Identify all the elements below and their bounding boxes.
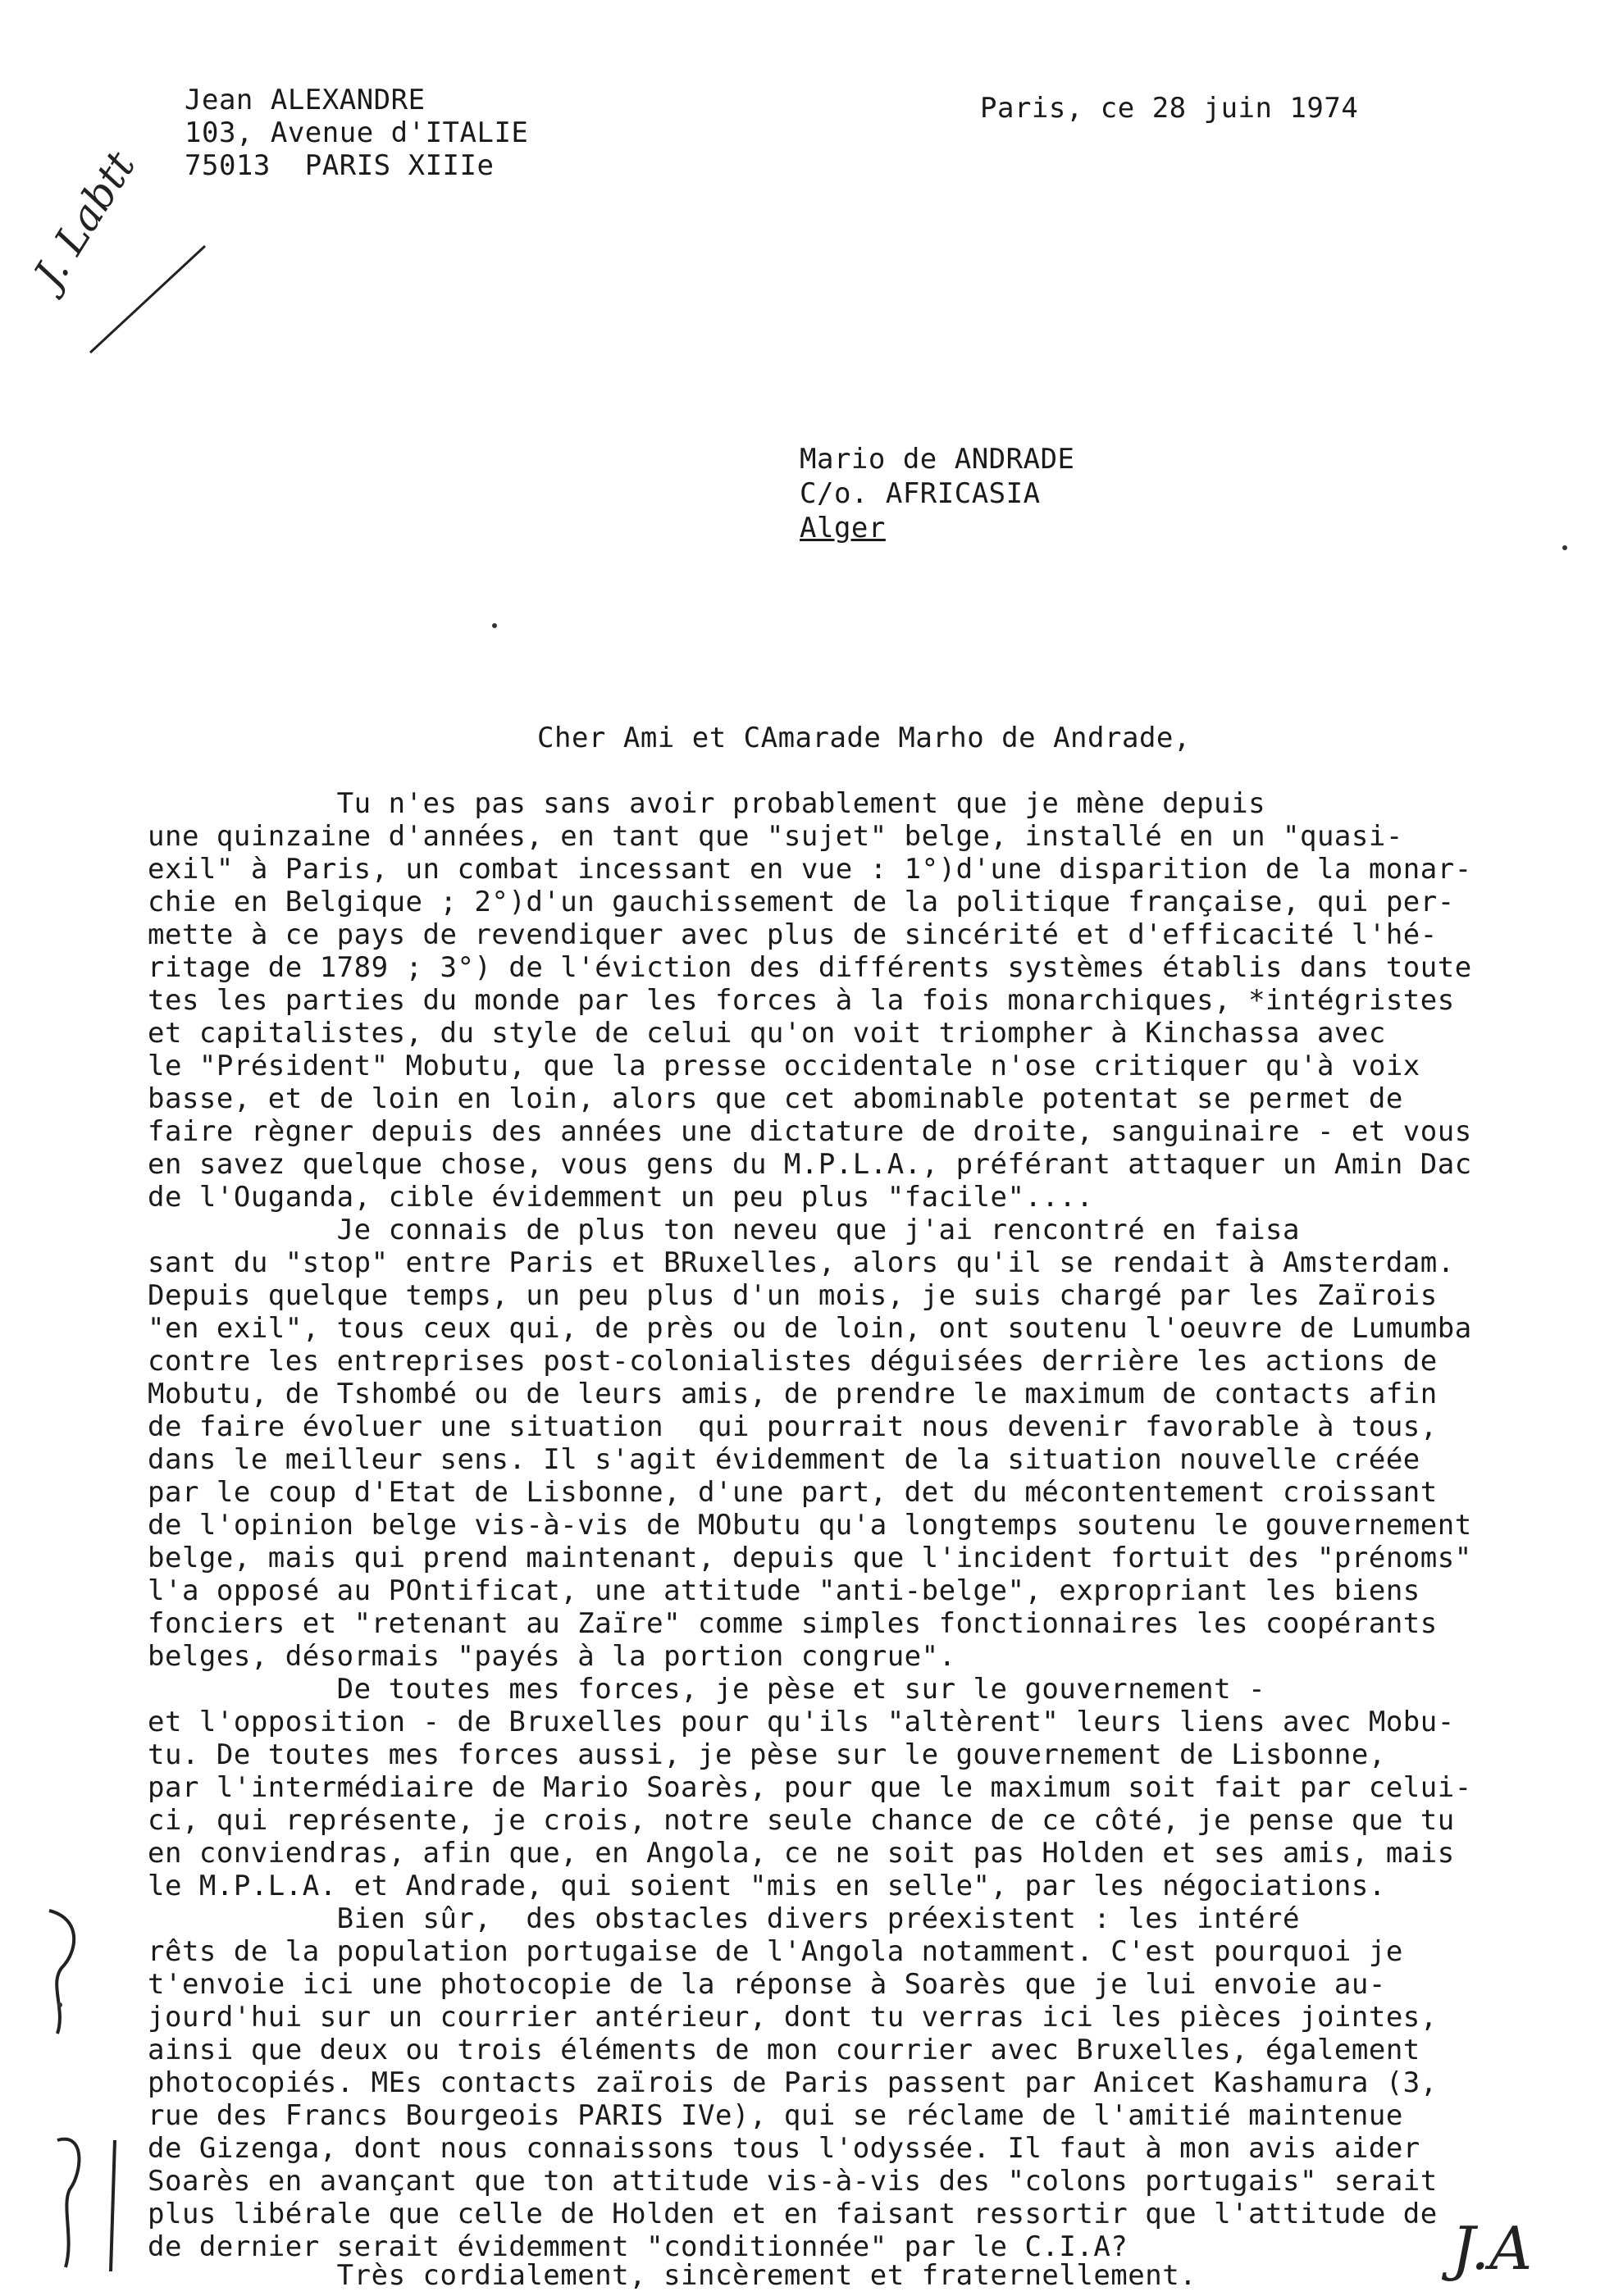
body-line: Soarès en avançant que ton attitude vis-à-vis des "colons portugais" serait <box>148 2165 1438 2198</box>
body-line: ritage de 1789 ; 3°) de l'éviction des différents systèmes établis dans toute <box>148 951 1472 984</box>
margin-bracket-mark <box>45 2124 135 2280</box>
body-line: Je connais de plus ton neveu que j'ai rencontré en faisa <box>148 1214 1300 1246</box>
body-line: et l'opposition - de Bruxelles pour qu'ils "altèrent" leurs liens avec Mobu- <box>148 1706 1455 1738</box>
body-line: par l'intermédiaire de Mario Soarès, pour que le maximum soit fait par celui- <box>148 1771 1472 1804</box>
body-line: de l'opinion belge vis-à-vis de MObutu qu'a longtemps soutenu le gouvernement <box>148 1509 1472 1542</box>
ink-speck <box>1562 545 1567 550</box>
body-line: t'envoie ici une photocopie de la réponse à Soarès que je lui envoie au- <box>148 1968 1386 2001</box>
body-line: ci, qui représente, je crois, notre seule chance de ce côté, je pense que tu <box>148 1804 1455 1837</box>
letter-date: Paris, ce 28 juin 1974 <box>980 92 1359 125</box>
body-line: contre les entreprises post-colonialistes déguisées derrière les actions de <box>148 1345 1438 1378</box>
body-line: mette à ce pays de revendiquer avec plus de sincérité et d'efficacité l'hé- <box>148 918 1438 951</box>
body-line: de faire évoluer une situation qui pourrait nous devenir favorable à tous, <box>148 1410 1438 1443</box>
recipient-name: Mario de ANDRADE <box>800 443 1075 476</box>
body-line: fonciers et "retenant au Zaïre" comme simples fonctionnaires les coopérants <box>148 1607 1438 1640</box>
body-line: faire règner depuis des années une dictature de droite, sanguinaire - et vous <box>148 1115 1472 1148</box>
body-line: rue des Francs Bourgeois PARIS IVe), qui se réclame de l'amitié maintenue <box>148 2099 1403 2132</box>
body-line: plus libérale que celle de Holden et en faisant ressortir que l'attitude de <box>148 2198 1438 2230</box>
recipient-city: Alger <box>800 512 886 544</box>
body-line: le M.P.L.A. et Andrade, qui soient "mis en selle", par les négociations. <box>148 1870 1386 1902</box>
salutation: Cher Ami et CAmarade Marho de Andrade, <box>537 722 1191 754</box>
body-line: belge, mais qui prend maintenant, depuis que l'incident fortuit des "prénoms" <box>148 1542 1472 1574</box>
body-line: de dernier serait évidemment "conditionnée" par le C.I.A? <box>148 2230 1128 2263</box>
margin-bracket-mark <box>33 1902 98 2042</box>
body-line: tu. De toutes mes forces aussi, je pèse sur le gouvernement de Lisbonne, <box>148 1738 1386 1771</box>
body-line: Tu n'es pas sans avoir probablement que je mène depuis <box>148 787 1266 820</box>
body-line: "en exil", tous ceux qui, de près ou de loin, ont soutenu l'oeuvre de Lumumba <box>148 1312 1472 1345</box>
body-line: Bien sûr, des obstacles divers préexistent : les intéré <box>148 1902 1300 1935</box>
sender-name: Jean ALEXANDRE <box>185 84 426 116</box>
body-line: tes les parties du monde par les forces à la fois monarchiques, *intégristes <box>148 984 1455 1017</box>
sender-city: 75013 PARIS XIIIe <box>185 149 495 182</box>
body-line: Mobutu, de Tshombé ou de leurs amis, de prendre le maximum de contacts afin <box>148 1378 1438 1410</box>
body-line: Depuis quelque temps, un peu plus d'un mois, je suis chargé par les Zaïrois <box>148 1279 1438 1312</box>
body-line: l'a opposé au POntificat, une attitude "anti-belge", expropriant les biens <box>148 1574 1420 1607</box>
body-line: le "Président" Mobutu, que la presse occidentale n'ose critiquer qu'à voix <box>148 1050 1420 1082</box>
body-line: jourd'hui sur un courrier antérieur, dont tu verras ici les pièces jointes, <box>148 2001 1438 2034</box>
body-line: de l'Ouganda, cible évidemment un peu plus "facile".... <box>148 1181 1094 1214</box>
body-line: de Gizenga, dont nous connaissons tous l'odyssée. Il faut à mon avis aider <box>148 2132 1420 2165</box>
body-line: sant du "stop" entre Paris et BRuxelles, alors qu'il se rendait à Amsterdam. <box>148 1246 1455 1279</box>
ink-speck <box>492 623 497 628</box>
body-line: belges, désormais "payés à la portion congrue". <box>148 1640 956 1673</box>
body-line: par le coup d'Etat de Lisbonne, d'une part, det du mécontentement croissant <box>148 1476 1438 1509</box>
body-line: une quinzaine d'années, en tant que "sujet" belge, installé en un "quasi- <box>148 820 1403 853</box>
body-line: exil" à Paris, un combat incessant en vue : 1°)d'une disparition de la monar- <box>148 853 1472 886</box>
margin-slash-mark <box>82 238 213 361</box>
sender-street: 103, Avenue d'ITALIE <box>185 116 529 149</box>
recipient-care-of: C/o. AFRICASIA <box>800 477 1041 510</box>
handwritten-margin-note: J. Labtt <box>25 143 145 296</box>
body-line: photocopiés. MEs contacts zaïrois de Paris passent par Anicet Kashamura (3, <box>148 2066 1438 2099</box>
body-line: et capitalistes, du style de celui qu'on voit triompher à Kinchassa avec <box>148 1017 1386 1050</box>
body-line: Très cordialement, sincèrement et fraternellement. <box>148 2259 1197 2292</box>
handwritten-signature: J.A <box>1452 2214 1533 2283</box>
body-line: en conviendras, afin que, en Angola, ce ne soit pas Holden et ses amis, mais <box>148 1837 1455 1870</box>
body-line: en savez quelque chose, vous gens du M.P.L.A., préférant attaquer un Amin Dac <box>148 1148 1472 1181</box>
body-line: rêts de la population portugaise de l'Angola notamment. C'est pourquoi je <box>148 1935 1403 1968</box>
body-line: ainsi que deux ou trois éléments de mon courrier avec Bruxelles, également <box>148 2034 1420 2066</box>
body-line: De toutes mes forces, je pèse et sur le gouvernement - <box>148 1673 1266 1706</box>
body-line: chie en Belgique ; 2°)d'un gauchissement de la politique française, qui per- <box>148 886 1455 918</box>
body-line: basse, et de loin en loin, alors que cet abominable potentat se permet de <box>148 1082 1403 1115</box>
ink-speck <box>57 2002 62 2007</box>
body-line: dans le meilleur sens. Il s'agit évidemment de la situation nouvelle créée <box>148 1443 1420 1476</box>
